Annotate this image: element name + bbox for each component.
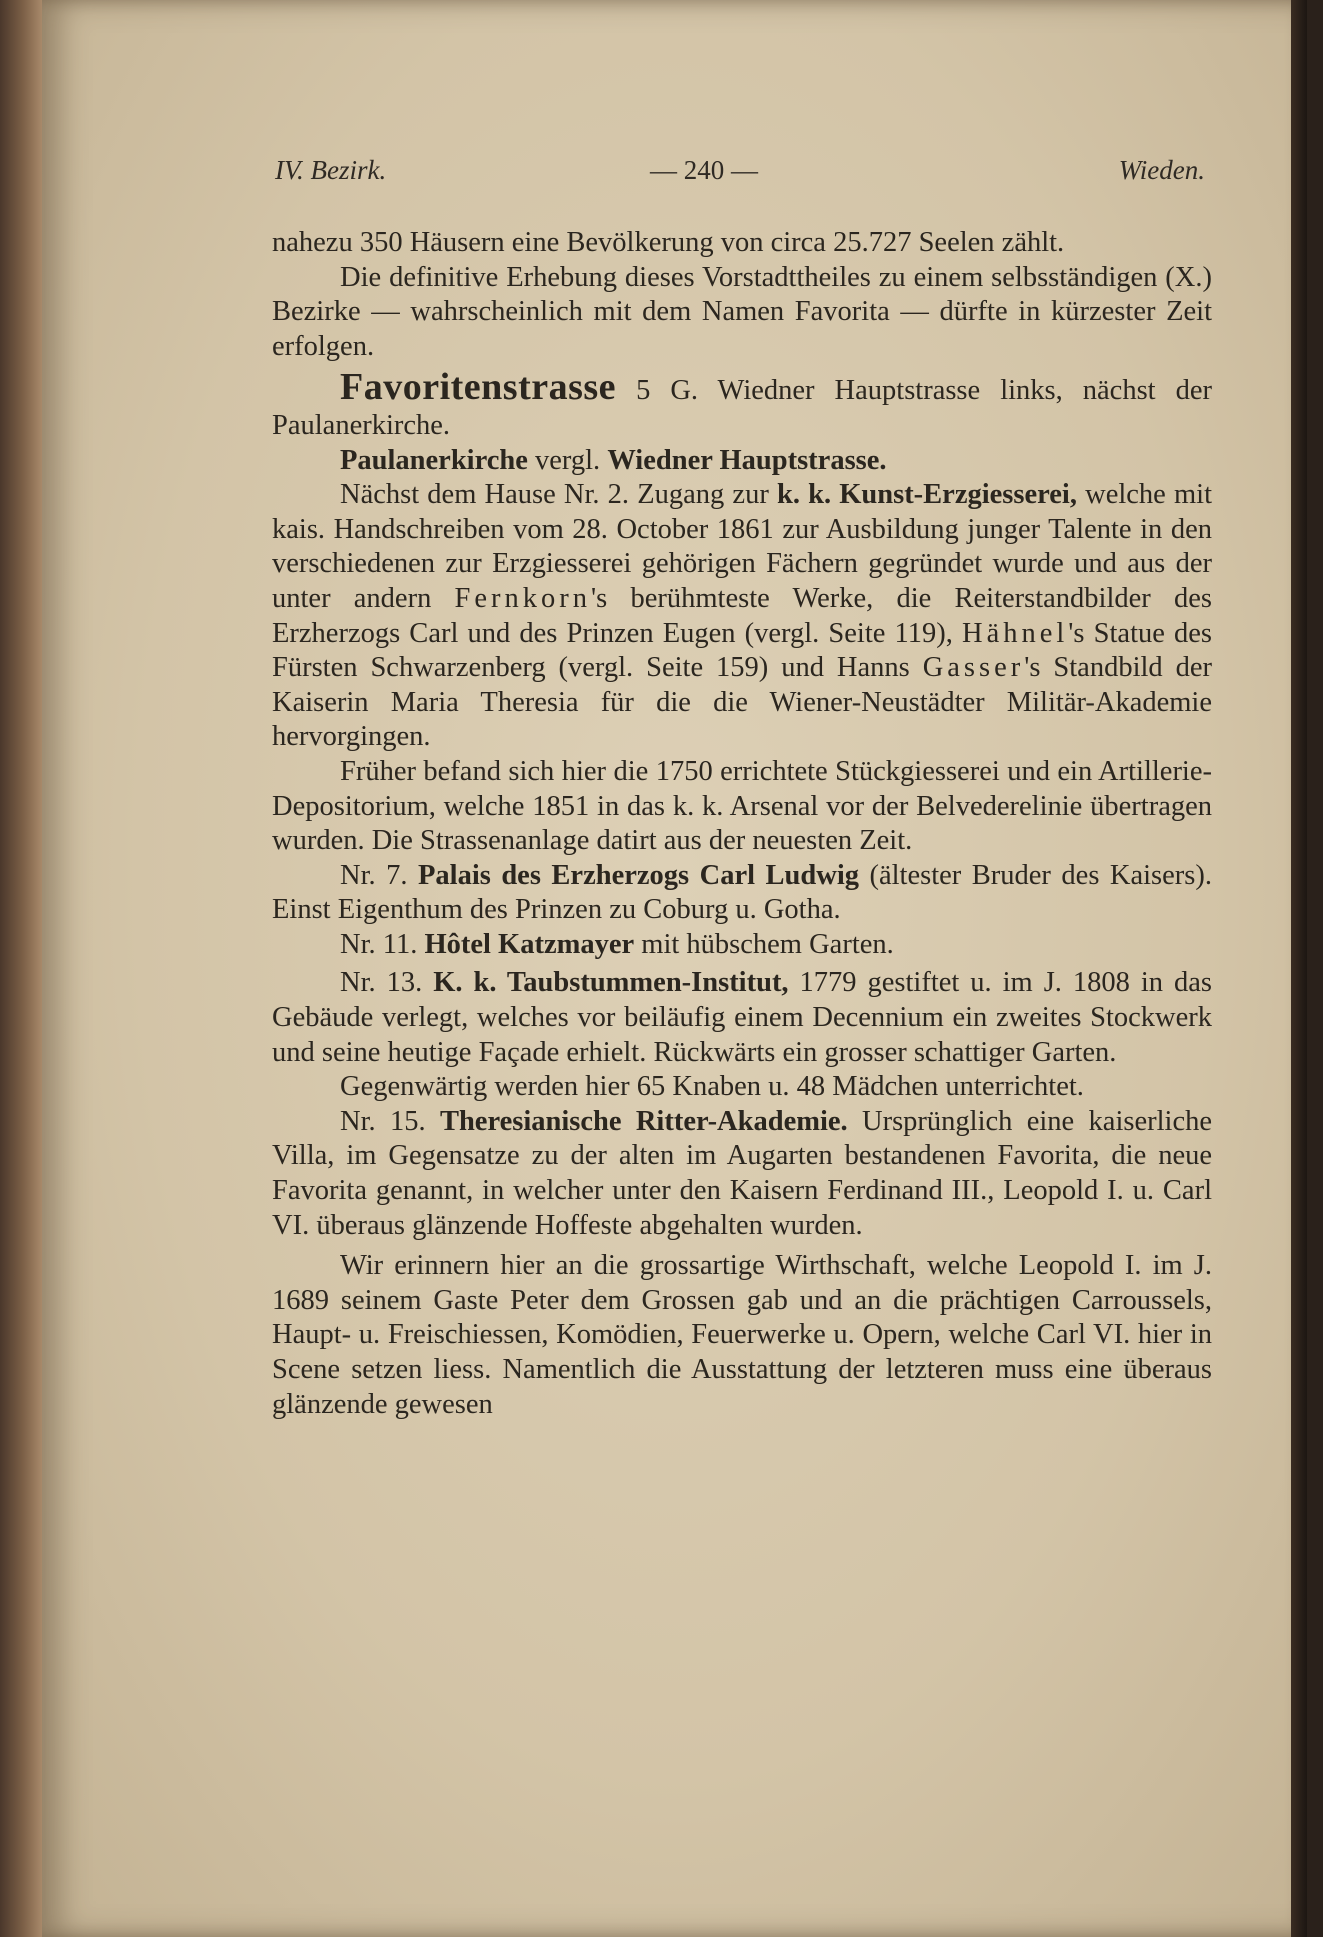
name-fernkorn: Fernkorn [454, 582, 592, 614]
page-edge-shadow [1291, 0, 1307, 1937]
entry-headword: Favoritenstrasse [340, 366, 617, 409]
name-gasser: Gasser [922, 652, 1025, 684]
district-label: IV. Bezirk. [275, 155, 387, 185]
cross-ref-target: Wiedner Hauptstrasse. [607, 444, 887, 476]
section-label: Wieden. [1118, 155, 1205, 185]
paragraph-ritter-akademie [272, 1105, 1212, 1243]
paulanerkirche-name: Paulanerkirche [340, 444, 528, 476]
entry-location: 5 G. Wiedner Hauptstrasse links, nächst der Paulanerkirche. [272, 375, 1212, 441]
palais-name: Palais des Erzherzogs Carl Ludwig [418, 859, 859, 891]
text-run: 's Statue des Fürsten Schwarzenberg (vergl. Seite 159) und Hanns [272, 617, 1213, 684]
page-number: — 240 — [650, 155, 758, 185]
hotel-name: Hôtel Katzmayer [424, 928, 635, 960]
page-body-text [272, 226, 1212, 1422]
paragraph-favorita-district: Die definitive Erhebung dieses Vorstadttheiles zu einem selbsständigen (X.) Bezirke — wahrscheinlich mit dem Namen Favorita — dürfte in kürzester Zeit erfolgen. [272, 261, 1212, 362]
paragraph-population: nahezu 350 Häusern eine Bevölkerung von circa 25.727 Seelen zählt. [272, 227, 1065, 258]
paragraph-palais-carl-ludwig [272, 859, 1212, 928]
house-number: Nr. 7. [340, 859, 418, 891]
text-run: 's berühmteste Werke, die Reiterstandbilder des Erzherzogs Carl und des Prinzen Eugen (vergl. Seite 119), [272, 582, 1212, 649]
text-run: Ursprünglich eine kaiserliche Villa, im Gegensatze zu der alten im Augarten bestandenen Favorita, die neue Favorita genannt, in welcher unter den Kaisern Ferdinand III., Leopold I. u. Carl VI. überaus glänzende Hoffeste abgehalten wurden. [272, 1105, 1212, 1241]
paragraph-festivities: Wir erinnern hier an die grossartige Wirthschaft, welche Leopold I. im J. 1689 seinem Gaste Peter dem Grossen gab und an die prächtigen Carroussels, Haupt- u. Freischiessen, Komödien, Feuerwerke u. Opern, welche Carl VI. hier in Scene setzen liess. Namentlich die Ausstattung der letzteren muss eine überaus glänzende gewesen [272, 1250, 1212, 1420]
text-run: Nächst dem Hause Nr. 2. Zugang zur [340, 479, 777, 511]
paragraph-pupils: Gegenwärtig werden hier 65 Knaben u. 48 Mädchen unterrichtet. [340, 1071, 1084, 1103]
paragraph-paulanerkirche [272, 444, 1212, 479]
paragraph-erzgiesserei [272, 478, 1212, 755]
book-binding [0, 0, 42, 1937]
entry-favoritenstrasse [272, 366, 1212, 443]
text-run: welche mit kais. Handschreiben vom 28. October 1861 zur Ausbildung junger Talente in den verschiedenen zur Erzgiesserei gehörigen Fächern gegründet wurde und aus der unter andern [272, 479, 1212, 614]
text-run: mit hübschem Garten. [634, 928, 894, 960]
text-run: (ältester Bruder des Kaisers). Einst Eigenthum des Prinzen zu Coburg u. Gotha. [272, 859, 1212, 926]
text-run: 's Standbild der Kaiserin Maria Theresia für die die Wiener-Neustädter Militär-Akademie hervorgingen. [272, 652, 1212, 753]
cross-ref-text: vergl. [527, 444, 608, 476]
paragraph-stueckgiesserei: Früher befand sich hier die 1750 errichtete Stückgiesserei und ein Artillerie-Depositorium, welche 1851 in das k. k. Arsenal vor der Belvederelinie übertragen wurden. Die Strassenanlage datirt aus der neuesten Zeit. [272, 755, 1212, 857]
house-number: Nr. 11. [340, 928, 425, 960]
paragraph-taubstummen-institut [272, 966, 1212, 1070]
running-head [275, 155, 1205, 195]
text-run: 1779 gestiftet u. im J. 1808 in das Gebäude verlegt, welches vor beiläufig einem Decennium ein zweites Stockwerk und seine heutige Façade erhielt. Rückwärts ein grosser schattiger Garten. [272, 967, 1213, 1068]
paragraph-hotel-katzmayer [272, 928, 1212, 963]
house-number: Nr. 15. [340, 1105, 440, 1137]
name-haehnel: Hähnel [961, 617, 1069, 649]
erzgiesserei-name: k. k. Kunst-Erzgiesserei, [776, 479, 1077, 511]
institute-name: K. k. Taubstummen-Institut, [433, 967, 789, 999]
akademie-name: Theresianische Ritter-Akademie. [439, 1105, 848, 1137]
house-number: Nr. 13. [340, 967, 434, 999]
